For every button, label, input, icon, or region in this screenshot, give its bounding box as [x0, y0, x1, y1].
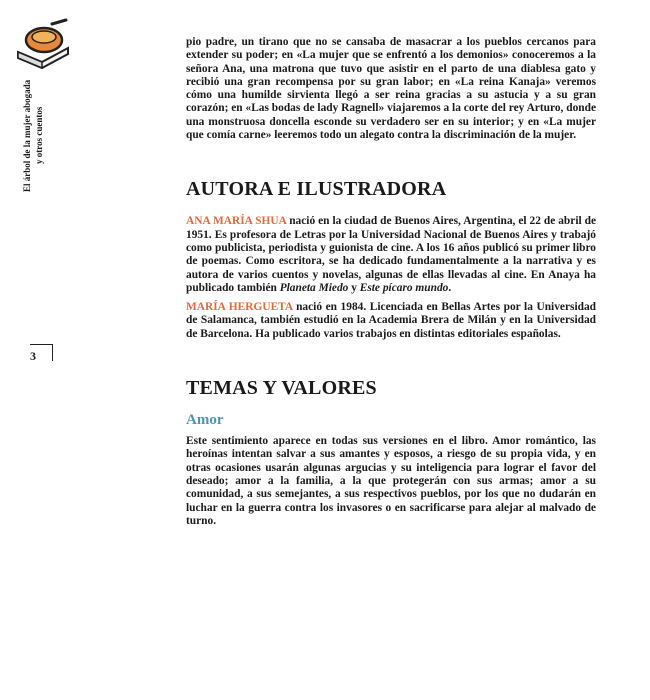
- book-bowl-logo-icon: [12, 18, 74, 70]
- illustrator-bio-text: nació en 1984. Licenciada en Bellas Artes por la Universidad de Salamanca, también estudió en la Academia Brera de Milán y en la Universidad de Barcelona. Ha publicado varios trabajos en distintas editoriales españolas.: [186, 301, 596, 340]
- section-heading-temas: TEMAS Y VALORES: [186, 377, 377, 400]
- amor-paragraph: Este sentimiento aparece en todas sus versiones en el libro. Amor romántico, las heroínas intentan salvar a sus amantes y esposos, a riesgo de su propia vida, y en otras ocasiones usarán algunas argucias y su inteligencia para lograr el favor del deseado; amor a la familia, a la que protegerán con sus armas; amor a su comunidad, a sus semejantes, a sus respectivos pueblos, por los que no dudarán en luchar en la guerra contra los invasores o en sacrificarse para alejar al malvado de turno.: [186, 435, 596, 527]
- section-heading-autora: AUTORA E ILUSTRADORA: [186, 178, 447, 201]
- book-title-line1: El árbol de la mujer abogada: [22, 79, 32, 192]
- author-bio-text-a: nació en la ciudad de Buenos Aires, Argentina, el 22 de abril de 1951. Es profesora de Letras por la Universidad Nacional de Buenos Aires y trabajó como publicista, periodista y guionista de cine. A los 16 años publicó su primer libro de poemas. Como escritora, se ha dedicado fundamentalmente a la narrativa y es autora de varios cuentos y novelas, algunas de ellas llevadas al cine. En Anaya ha publicado también: [186, 215, 597, 294]
- book-title-vertical: [22, 74, 68, 194]
- book-title-planeta-miedo: Planeta Miedo: [279, 281, 349, 294]
- author-bio-paragraph: [186, 215, 596, 295]
- page-content: [186, 36, 596, 528]
- subheading-amor: Amor: [186, 412, 224, 429]
- intro-paragraph: pio padre, un tirano que no se cansaba de masacrar a los pueblos cercanos para extender su poder; en «La mujer que se enfrentó a los demonios» conoceremos a la señora Ana, una matrona que tuvo que asistir en el parto de una diablesa gato y recibió una gran recompensa por su gran labor; en «La reina Kanaja» veremos cómo una humilde sirvienta llegó a ser reina gracias a su astucia y a su gran corazón; en «Las bodas de lady Ragnell» viajaremos a la corte del rey Arturo, donde una monstruosa doncella esconde su verdadero ser en su interior; y en «La mujer que comía carne» leeremos todo un alegato contra la discriminación de la mujer.: [186, 36, 596, 142]
- book-title-este-picaro-mundo: Este pícaro mundo: [359, 281, 449, 294]
- book-title-line2: y otros cuentos: [34, 106, 44, 164]
- author-bio-text-c: .: [448, 281, 452, 294]
- page-number: 3: [30, 344, 53, 361]
- illustrator-bio-paragraph: [186, 301, 596, 341]
- author-bio-text-b: y: [348, 281, 360, 294]
- author-name: ANA MARÍA SHUA: [186, 215, 287, 228]
- illustrator-name: MARÍA HERGUETA: [186, 301, 293, 314]
